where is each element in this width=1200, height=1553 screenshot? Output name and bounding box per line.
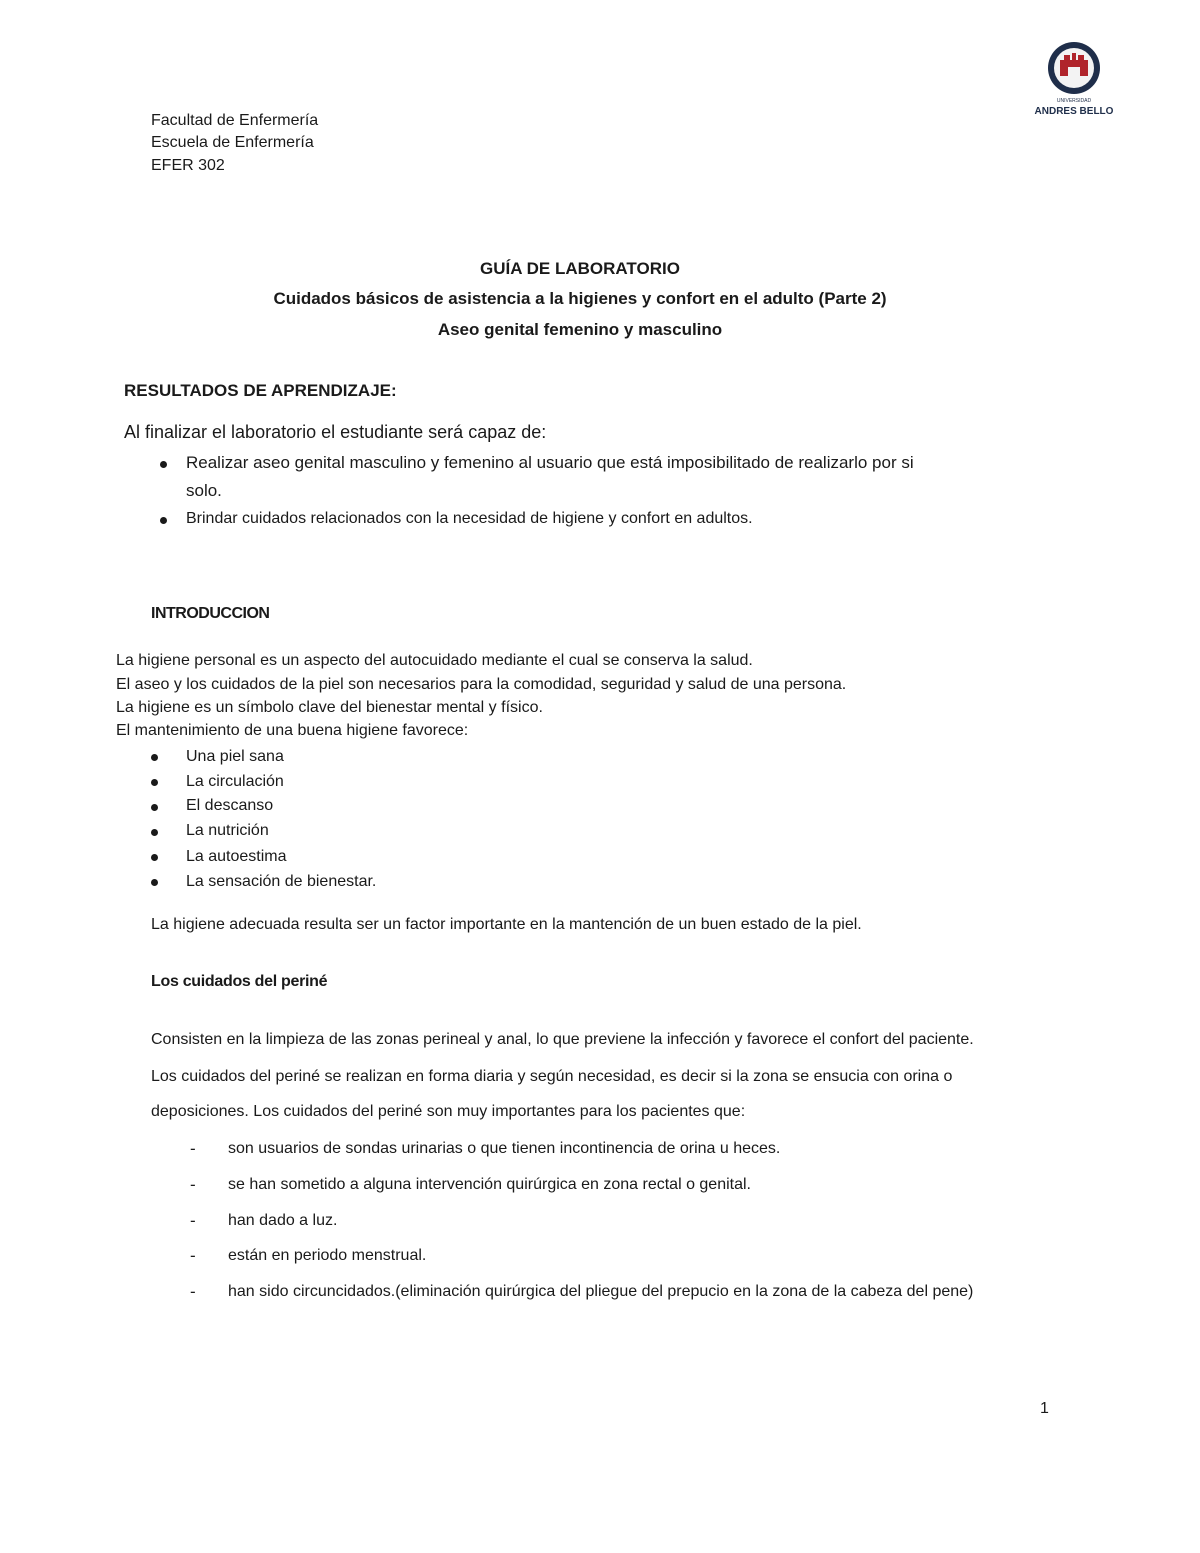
bullet-icon	[151, 804, 158, 811]
bullet-icon	[151, 754, 158, 761]
dash-icon: -	[190, 1211, 196, 1230]
learning-outcome-item: Realizar aseo genital masculino y femenino al usuario que está imposibilitado de realizarlo por si	[186, 453, 914, 472]
hygiene-benefit-item: La sensación de bienestar.	[186, 873, 377, 890]
perineal-care-paragraph: Consisten en la limpieza de las zonas perineal y anal, lo que previene la infección y favorece el confort del paciente.	[151, 1031, 974, 1048]
school-name: Escuela de Enfermería	[151, 134, 314, 151]
page-number: 1	[1040, 1400, 1049, 1417]
learning-outcome-item: Brindar cuidados relacionados con la necesidad de higiene y confort en adultos.	[186, 510, 753, 527]
dash-icon: -	[190, 1246, 196, 1265]
logo-name: ANDRES BELLO	[1034, 106, 1114, 117]
introduction-paragraph: El mantenimiento de una buena higiene favorece:	[116, 722, 469, 739]
dash-icon: -	[190, 1139, 196, 1158]
bullet-icon	[151, 879, 158, 886]
hygiene-benefit-item: La autoestima	[186, 848, 287, 865]
patient-condition-item: están en periodo menstrual.	[228, 1247, 427, 1264]
introduction-paragraph: El aseo y los cuidados de la piel son necesarios para la comodidad, seguridad y salud de una persona.	[116, 676, 847, 693]
hygiene-benefit-item: La circulación	[186, 773, 284, 790]
patient-condition-item: son usuarios de sondas urinarias o que tienen incontinencia de orina u heces.	[228, 1140, 781, 1157]
bullet-icon	[160, 461, 167, 468]
guide-subtitle: Cuidados básicos de asistencia a la higienes y confort en el adulto (Parte 2)	[273, 289, 887, 308]
introduction-paragraph: La higiene personal es un aspecto del autocuidado mediante el cual se conserva la salud.	[116, 652, 753, 669]
university-logo	[1030, 40, 1122, 122]
perineal-care-heading: Los cuidados del periné	[151, 973, 328, 990]
perineal-care-paragraph: Los cuidados del periné se realizan en forma diaria y según necesidad, es decir si la zona se ensucia con orina o	[151, 1068, 953, 1085]
dash-icon: -	[190, 1282, 196, 1301]
learning-outcomes-intro: Al finalizar el laboratorio el estudiante será capaz de:	[124, 422, 547, 442]
guide-title: GUÍA DE LABORATORIO	[480, 259, 680, 278]
dash-icon: -	[190, 1175, 196, 1194]
bullet-icon	[151, 779, 158, 786]
patient-condition-item: han dado a luz.	[228, 1212, 338, 1229]
learning-outcome-item-continued: solo.	[186, 481, 222, 500]
learning-outcomes-heading: RESULTADOS DE APRENDIZAJE:	[124, 381, 397, 400]
hygiene-benefit-item: La nutrición	[186, 822, 269, 839]
introduction-closing: La higiene adecuada resulta ser un factor importante en la mantención de un buen estado de la piel.	[151, 916, 862, 933]
guide-topic: Aseo genital femenino y masculino	[437, 320, 723, 339]
perineal-care-paragraph: deposiciones. Los cuidados del periné son muy importantes para los pacientes que:	[151, 1103, 746, 1120]
faculty-name: Facultad de Enfermería	[151, 112, 319, 129]
bullet-icon	[151, 854, 158, 861]
bullet-icon	[160, 517, 167, 524]
hygiene-benefit-item: Una piel sana	[186, 748, 284, 765]
patient-condition-item: han sido circuncidados.(eliminación quirúrgica del pliegue del prepucio en la zona de la cabeza del pene)	[228, 1283, 974, 1300]
hygiene-benefit-item: El descanso	[186, 797, 274, 814]
patient-condition-item: se han sometido a alguna intervención quirúrgica en zona rectal o genital.	[228, 1176, 751, 1193]
course-code: EFER 302	[151, 157, 225, 174]
bullet-icon	[151, 829, 158, 836]
logo-subtitle: UNIVERSIDAD	[1056, 98, 1092, 104]
introduction-paragraph: La higiene es un símbolo clave del bienestar mental y físico.	[116, 699, 543, 716]
introduction-heading: INTRODUCCION	[151, 605, 270, 622]
